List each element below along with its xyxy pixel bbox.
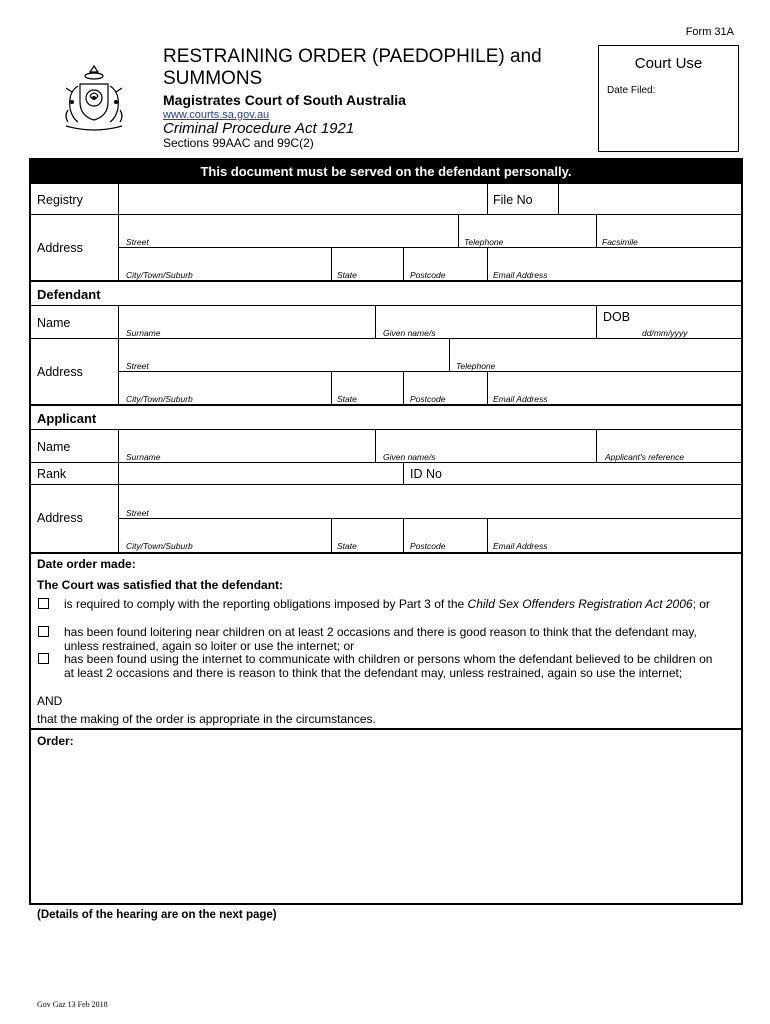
website-link[interactable]: www.courts.sa.gov.au	[163, 109, 270, 121]
facsimile-sublabel: Facsimile	[602, 237, 638, 247]
form-number: Form 31A	[685, 26, 734, 38]
id-no-label: ID No	[410, 467, 442, 481]
postcode-sublabel: Postcode	[410, 394, 446, 404]
state-sublabel: State	[337, 541, 357, 551]
defendant-address-label: Address	[37, 365, 83, 379]
serve-personally-banner: This document must be served on the defendant personally.	[29, 158, 743, 184]
loitering-text: has been found loitering near children on at least 2 occasions and there is good reason to think that the defendant may, unless restrained, again so loiter or use the internet; or	[64, 625, 697, 653]
defendant-heading: Defendant	[37, 287, 101, 302]
registry-field[interactable]	[119, 185, 486, 213]
applicant-heading: Applicant	[37, 411, 97, 426]
registry-address-label: Address	[37, 241, 83, 255]
state-sublabel: State	[337, 270, 357, 280]
street-sublabel: Street	[126, 361, 149, 371]
date-filed-label: Date Filed:	[607, 85, 656, 96]
reporting-obligation-checkbox[interactable]	[38, 598, 49, 609]
reporting-obligation-text: is required to comply with the reporting obligations imposed by Part 3 of the Child Sex Offenders Registration Act 2006; or	[64, 597, 710, 611]
court-use-box	[598, 45, 739, 152]
applicant-address-label: Address	[37, 511, 83, 525]
form-title: RESTRAINING ORDER (PAEDOPHILE) and SUMMONS	[163, 46, 542, 89]
sections-ref: Sections 99AAC and 99C(2)	[163, 136, 314, 150]
postcode-sublabel: Postcode	[410, 541, 446, 551]
street-sublabel: Street	[126, 508, 149, 518]
postcode-sublabel: Postcode	[410, 270, 446, 280]
act-name: Criminal Procedure Act 1921	[163, 120, 355, 137]
applicant-reference-sublabel: Applicant's reference	[605, 452, 685, 462]
dob-format-sublabel: dd/mm/yyyy	[642, 328, 688, 338]
rank-label: Rank	[37, 467, 67, 481]
applicant-name-label: Name	[37, 440, 71, 454]
city-sublabel: City/Town/Suburb	[126, 270, 193, 280]
defendant-name-label: Name	[37, 316, 71, 330]
email-sublabel: Email Address	[493, 541, 548, 551]
dob-label: DOB	[603, 310, 631, 324]
surname-sublabel: Surname	[126, 452, 161, 462]
file-no-label: File No	[493, 193, 533, 207]
appropriate-text: that the making of the order is appropriate in the circumstances.	[37, 712, 376, 726]
internet-text: has been found using the internet to communicate with children or persons whom the defendant believed to be children on at least 2 occasions and there is reason to think that the defendant may, unless restrained, again so use the internet;	[64, 652, 713, 680]
given-names-sublabel: Given name/s	[383, 452, 436, 462]
city-sublabel: City/Town/Suburb	[126, 541, 193, 551]
surname-sublabel: Surname	[126, 328, 161, 338]
registry-label: Registry	[37, 193, 83, 207]
order-label: Order:	[37, 734, 74, 748]
given-names-sublabel: Given name/s	[383, 328, 436, 338]
court-use-title: Court Use	[634, 55, 703, 72]
loitering-checkbox[interactable]	[38, 626, 49, 637]
and-text: AND	[37, 694, 63, 708]
telephone-sublabel: Telephone	[464, 237, 504, 247]
telephone-sublabel: Telephone	[456, 361, 496, 371]
court-name: Magistrates Court of South Australia	[163, 92, 406, 108]
email-sublabel: Email Address	[493, 394, 548, 404]
email-sublabel: Email Address	[493, 270, 548, 280]
file-no-field[interactable]	[559, 185, 741, 213]
gazette-reference: Gov Gaz 13 Feb 2018	[37, 1000, 108, 1009]
order-text-area[interactable]	[31, 752, 741, 902]
city-sublabel: City/Town/Suburb	[126, 394, 193, 404]
court-satisfied-label: The Court was satisfied that the defendant:	[37, 578, 284, 592]
internet-checkbox[interactable]	[38, 653, 49, 664]
hearing-details-note: (Details of the hearing are on the next page)	[37, 909, 277, 921]
date-order-made-label: Date order made:	[37, 557, 136, 571]
coat-of-arms-icon	[58, 62, 130, 134]
state-sublabel: State	[337, 394, 357, 404]
street-sublabel: Street	[126, 237, 149, 247]
